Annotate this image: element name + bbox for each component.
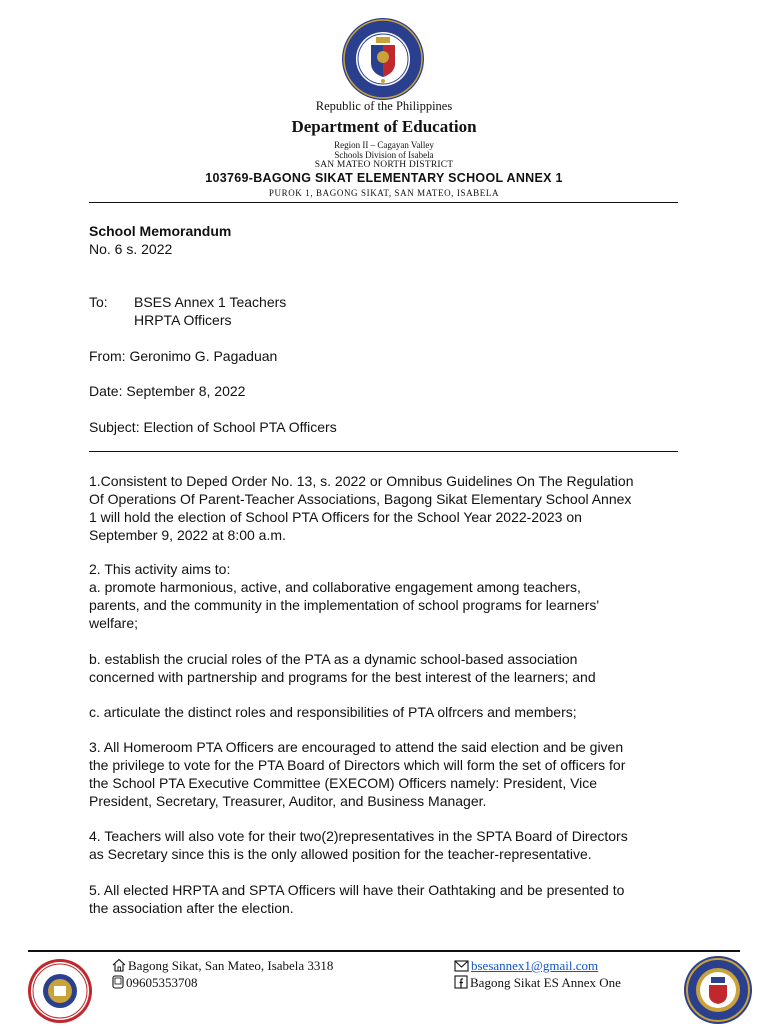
body-paragraph [89,827,689,863]
subject-line: Subject: Election of School PTA Officers [89,419,337,435]
body-line: b. establish the crucial roles of the PTA as a dynamic school-based association [89,651,578,667]
body-line: President, Secretary, Treasurer, Auditor, and Business Manager. [89,793,487,809]
body-line: 5. All elected HRPTA and SPTA Officers will have their Oathtaking and be presented to [89,882,625,898]
footer-phone [112,975,198,993]
district-logo [683,955,753,1025]
body-line: September 9, 2022 at 8:00 a.m. [89,527,286,543]
department-title: Department of Education [291,117,477,136]
email-icon [454,960,469,976]
footer-email[interactable] [454,958,598,976]
district-line: SAN MATEO NORTH DISTRICT [314,160,454,170]
to-label: To: [89,294,108,310]
to-recipient: HRPTA Officers [134,312,232,328]
school-logo [27,958,93,1024]
footer-divider [28,950,740,952]
deped-seal [341,17,425,101]
footer-address [112,958,333,976]
body-line: the School PTA Executive Committee (EXECOM) Officers namely: President, Vice [89,775,598,791]
header-divider [89,202,678,203]
body-paragraph [89,881,689,917]
email-link[interactable]: bsesannex1@gmail.com [471,958,599,973]
footer-phone-text: 09605353708 [126,975,198,990]
school-address: PUROK 1, BAGONG SIKAT, SAN MATEO, ISABELA [268,188,500,198]
body-line: c. articulate the distinct roles and responsibilities of PTA olfrcers and members; [89,704,577,720]
body-paragraph [89,560,689,632]
body-paragraph [89,703,689,721]
division-line: Schools Division of Isabela [334,150,434,160]
body-line: 3. All Homeroom PTA Officers are encouraged to attend the said election and be given [89,739,624,755]
memo-number: No. 6 s. 2022 [89,241,173,257]
footer-address-text: Bagong Sikat, San Mateo, Isabela 3318 [128,958,334,973]
body-line: the association after the election. [89,900,294,916]
body-line: a. promote harmonious, active, and collaborative engagement among teachers, [89,579,581,595]
from-line: From: Geronimo G. Pagaduan [89,348,278,364]
body-line: the privilege to vote for the PTA Board of Directors which will form the set of officers for [89,757,626,773]
body-line: parents, and the community in the implementation of school programs for learners' [89,597,600,613]
body-line: welfare; [89,615,139,631]
body-line: Of Operations Of Parent-Teacher Associations, Bagong Sikat Elementary School Annex [89,491,632,507]
body-paragraph [89,650,689,686]
republic-line: Republic of the Philippines [315,99,453,113]
footer-facebook-text: Bagong Sikat ES Annex One [470,975,621,990]
home-icon [112,958,126,976]
region-line: Region II – Cagayan Valley [334,140,434,150]
body-line: 2. This activity aims to: [89,561,231,577]
footer-facebook [454,975,621,993]
phone-icon [112,975,124,993]
school-name: 103769-BAGONG SIKAT ELEMENTARY SCHOOL ANNEX 1 [205,171,563,185]
date-line: Date: September 8, 2022 [89,383,246,399]
body-line: 4. Teachers will also vote for their two(2)representatives in the SPTA Board of Directors [89,828,628,844]
memo-title: School Memorandum [89,223,232,239]
body-line: as Secretary since this is the only allowed position for the teacher-representative. [89,846,592,862]
body-line: concerned with partnership and programs for the best interest of the learners; and [89,669,596,685]
body-paragraph [89,472,689,544]
to-recipient: BSES Annex 1 Teachers [134,294,287,310]
subject-divider [89,451,678,452]
body-line: 1.Consistent to Deped Order No. 13, s. 2022 or Omnibus Guidelines On The Regulation [89,473,634,489]
body-line: 1 will hold the election of School PTA Officers for the School Year 2022-2023 on [89,509,582,525]
body-paragraph [89,738,689,810]
facebook-icon [454,975,468,993]
